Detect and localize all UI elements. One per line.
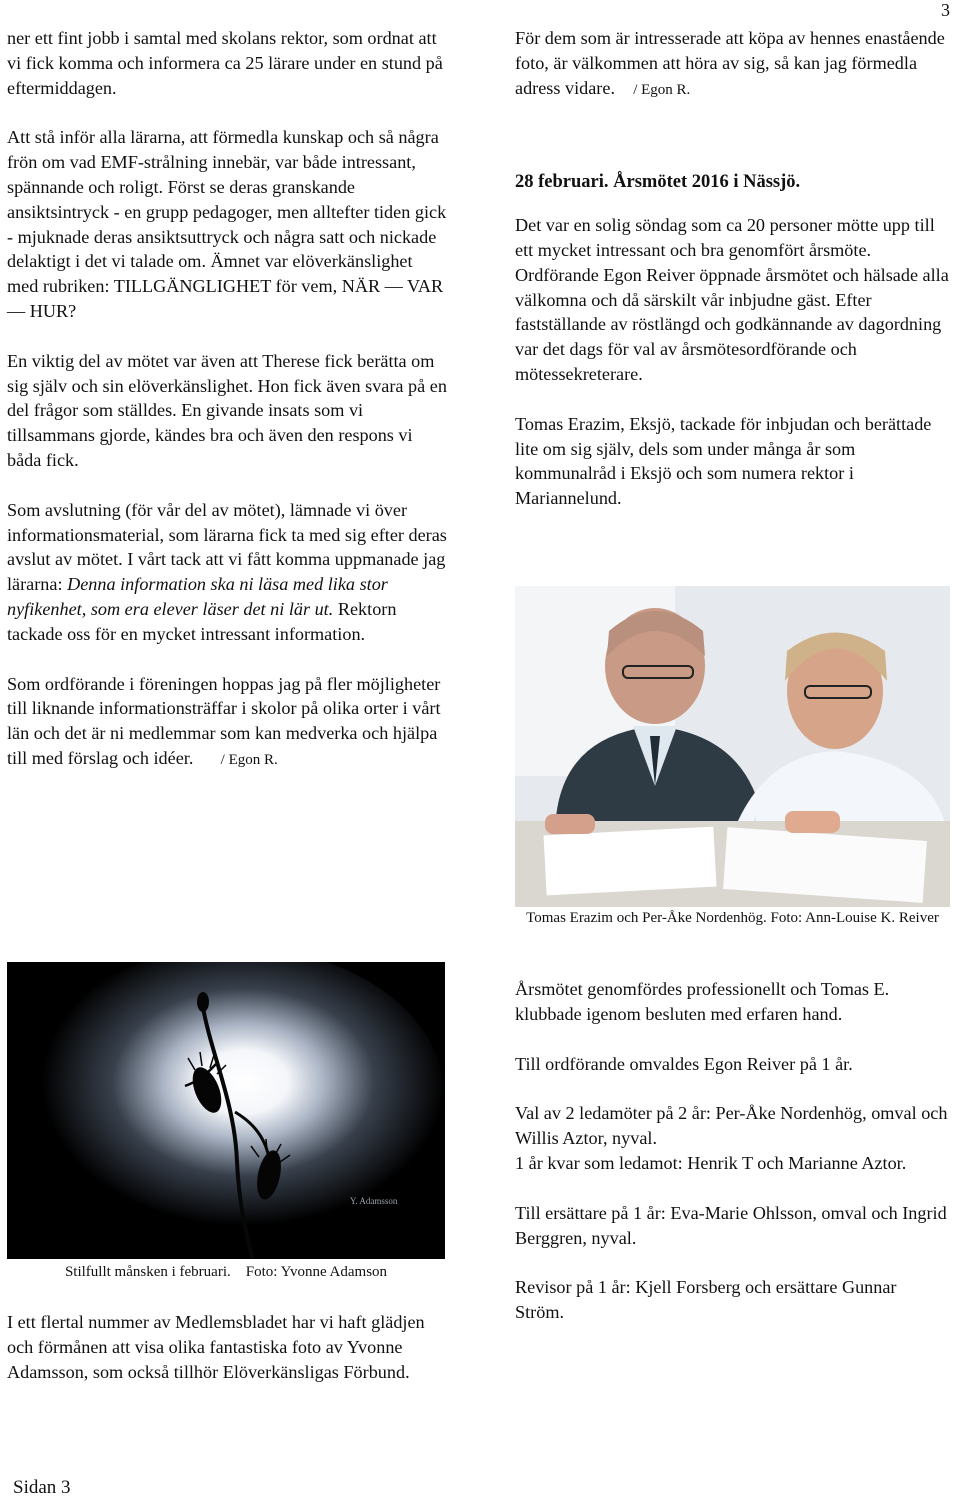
meeting-photo-caption: Tomas Erazim och Per-Åke Nordenhög. Foto: Ann-Louise K. Reiver — [526, 910, 939, 926]
right-paragraph-6: Till ersättare på 1 år: Eva-Marie Ohlsson, omval och Ingrid Berggren, nyval. — [515, 1202, 947, 1248]
caption-credit: Foto: Yvonne Adamson — [245, 1264, 388, 1280]
left-paragraph-5 — [7, 672, 447, 773]
caption-title: Stilfullt månsken i februari. — [64, 1264, 231, 1280]
left-column-bottom — [7, 1310, 447, 1409]
moonlight-photo-caption — [7, 1262, 445, 1282]
left-paragraph-4-quote: Denna information ska ni läsa med lika stor nyfikenhet, som era elever läser det ni lär ut. — [7, 574, 388, 619]
signature: / Egon R. — [220, 751, 278, 768]
right-intro-text: För dem som är intresserade att köpa av hennes enastående foto, är välkommen att höra av sig, så kan jag förmedla adress vidare. — [515, 28, 945, 98]
left-paragraph-4-end: Rektorn tackade oss för en mycket intressant information. — [7, 598, 397, 644]
meeting-photo-art — [515, 586, 950, 907]
right-paragraph-5a: Val av 2 ledamöter på 2 år: Per-Åke Nordenhög, omval och Willis Aztor, nyval. — [515, 1103, 948, 1149]
left-paragraph-3: En viktig del av mötet var även att Therese fick berätta om sig själv och sin elöverkänslighet. Hon fick även svara på en del frågor som ställdes. En givande insats som vi tillsammans gjorde, kändes bra och även den respons vi båda fick. — [7, 350, 447, 470]
left-paragraph-1: ner ett fint jobb i samtal med skolans rektor, som ordnat att vi fick komma och informera ca 25 lärare under en stund på eftermiddagen. — [7, 28, 443, 98]
right-intro-signature: / Egon R. — [633, 81, 691, 98]
left-paragraph-4-start: Som avslutning (för vår del av mötet), lämnade vi över informationsmaterial, som lärarna fick ta med sig efter deras avslut av mötet. I vårt tack att vi fått komma uppmanade jag lärarna: — [7, 499, 447, 595]
moonlight-photo — [7, 962, 445, 1259]
left-column — [7, 26, 447, 798]
right-column-bottom — [515, 977, 950, 1350]
right-paragraph-4: Till ordförande omvaldes Egon Reiver på 1 år. — [515, 1053, 853, 1074]
right-paragraph-2: Tomas Erazim, Eksjö, tackade för inbjudan och berättade lite om sig själv, dels som under många år som kommunalråd i Eksjö och som numera rektor i Mariannelund. — [515, 413, 932, 509]
right-paragraph-7: Revisor på 1 år: Kjell Forsberg och ersättare Gunnar Ström. — [515, 1277, 897, 1323]
left-paragraph-5-text: Som ordförande i föreningen hoppas jag på fler möjligheter till liknande informationsträffar i skolor på olika orter i vårt län och det är ni medlemmar som kan medverka och hjälpa till med förslag och idéer. — [7, 673, 441, 768]
meeting-photo — [515, 586, 950, 907]
right-paragraph-1: Det var en solig söndag som ca 20 personer mötte upp till ett mycket intressant och bra genomfört årsmöte. Ordförande Egon Reiver öppnade årsmötet och hälsade alla välkomna och då särskilt vår inbjudne gäst. Efter fastställande av röstlängd och godkännande av dagordning var det dags för val av årsmötesordförande och mötessekreterare. — [515, 215, 949, 384]
moonlight-photo-art — [7, 962, 445, 1259]
page-number: 3 — [941, 0, 950, 20]
left-paragraph-4 — [7, 498, 447, 647]
photo-watermark: Y. Adamsson — [350, 1196, 398, 1206]
right-column — [515, 26, 950, 536]
section-heading: 28 februari. Årsmötet 2016 i Nässjö. — [515, 172, 801, 193]
right-paragraph-3: Årsmötet genomfördes professionellt och Tomas E. klubbade igenom besluten med erfaren hand. — [515, 979, 890, 1024]
left-paragraph-6: I ett flertal nummer av Medlemsbladet har vi haft glädjen och förmånen att visa olika fantastiska foto av Yvonne Adamsson, som också tillhör Elöverkänsligas Förbund. — [7, 1312, 425, 1382]
left-paragraph-2: Att stå inför alla lärarna, att förmedla kunskap och så några frön om vad EMF-strålning innebär, var både intressant, spännande och roligt. Först se deras granskande ansiktsintryck - en grupp pedagoger, men alltefter tiden gick - mjuknade deras ansiktsuttryck och några satt och nickade delaktigt i det vi talade om. Ämnet var elöverkänslighet med rubriken: TILLGÄNGLIGHET för vem, NÄR — VAR — HUR? — [7, 127, 447, 321]
page-footer: Sidan 3 — [13, 1477, 71, 1498]
right-paragraph-5b: 1 år kvar som ledamot: Henrik T och Marianne Aztor. — [515, 1152, 907, 1173]
right-intro — [515, 26, 950, 102]
